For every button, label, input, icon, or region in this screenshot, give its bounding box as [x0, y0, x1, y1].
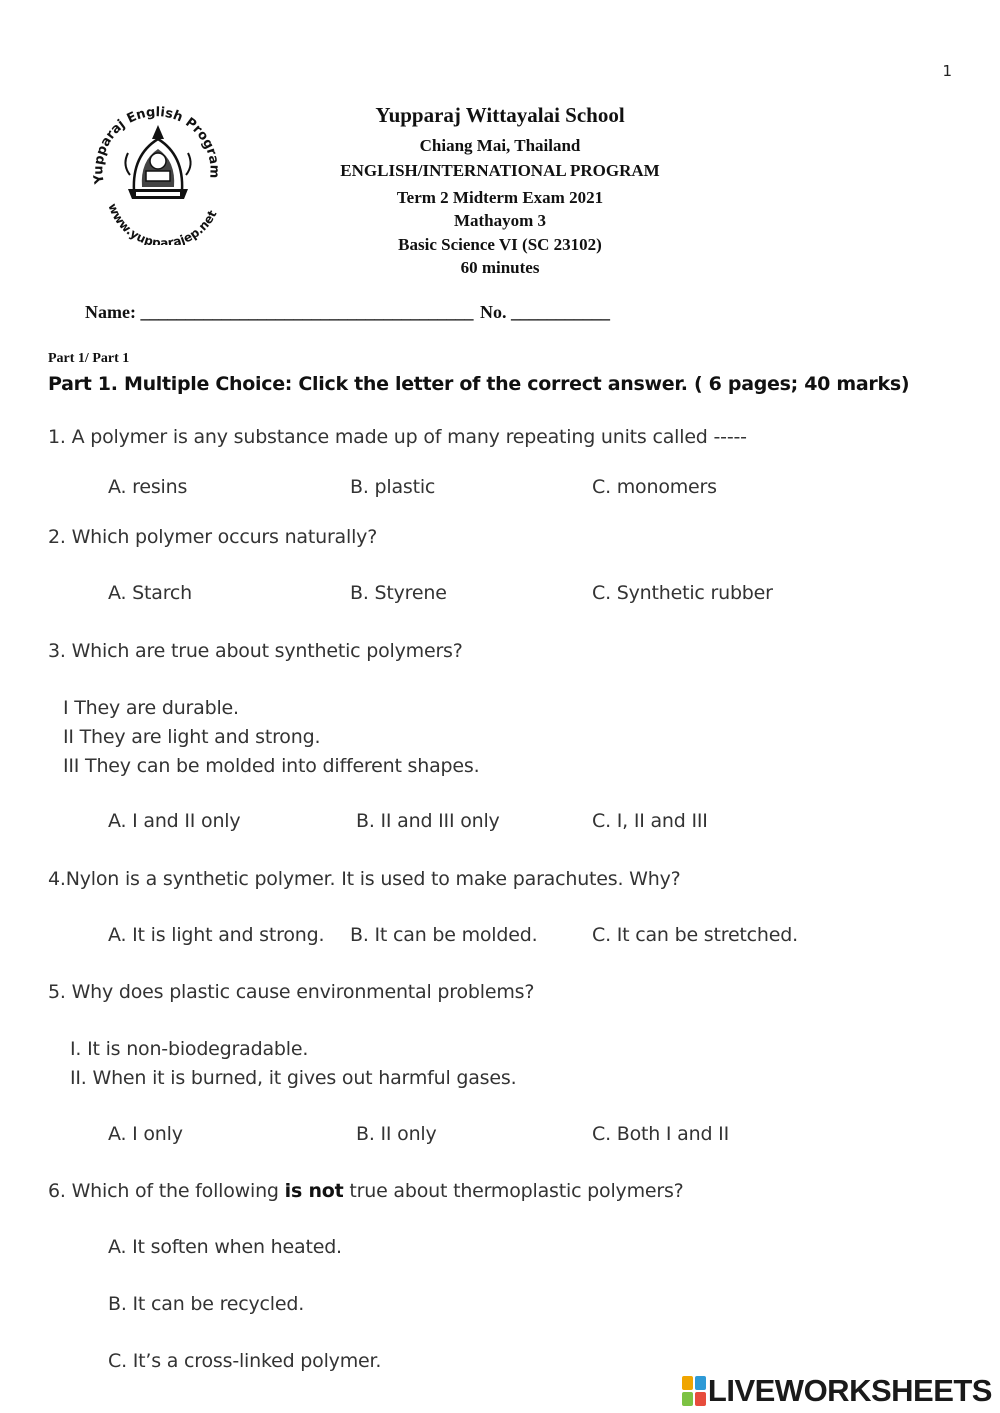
q4-option-b[interactable]: B. It can be molded.	[350, 924, 538, 946]
q6-option-a[interactable]: A. It soften when heated.	[108, 1236, 342, 1258]
school-emblem-icon	[125, 125, 190, 199]
exam-title: Term 2 Midterm Exam 2021	[396, 188, 604, 207]
q6-text-after: true about thermoplastic polymers?	[343, 1180, 684, 1202]
q6-text-emphasis: is not	[284, 1180, 344, 1202]
question-2: 2. Which polymer occurs naturally?	[48, 526, 378, 548]
q4-option-c[interactable]: C. It can be stretched.	[592, 924, 798, 946]
svg-text:www.yupparajep.net	[105, 201, 219, 245]
exam-duration: 60 minutes	[460, 258, 540, 277]
q4-option-a[interactable]: A. It is light and strong.	[108, 924, 325, 946]
grade-level: Mathayom 3	[453, 211, 547, 230]
q3-option-a[interactable]: A. I and II only	[108, 810, 241, 832]
subject-title: Basic Science VI (SC 23102)	[398, 235, 602, 254]
logo-url-text: www.yupparajep.net	[105, 201, 220, 245]
q2-option-c[interactable]: C. Synthetic rubber	[592, 582, 773, 604]
liveworksheets-wordmark: LIVEWORKSHEETS	[707, 1373, 992, 1408]
school-logo	[82, 95, 232, 245]
number-label: No.	[479, 302, 511, 322]
part-title: Part 1. Multiple Choice: Click the letter of the correct answer. ( 6 pages; 40 marks)	[48, 373, 910, 395]
q1-option-a[interactable]: A. resins	[108, 476, 188, 498]
q6-option-c[interactable]: C. It’s a cross-linked polymer.	[108, 1350, 382, 1372]
liveworksheets-logo-icon	[682, 1376, 706, 1406]
name-label: Name:	[85, 302, 141, 322]
q5-option-a[interactable]: A. I only	[108, 1123, 183, 1145]
q5-statement-1: I. It is non-biodegradable.	[70, 1038, 309, 1060]
q1-option-c[interactable]: C. monomers	[592, 476, 717, 498]
school-name: Yupparaj Wittayalai School	[375, 103, 625, 127]
q1-option-b[interactable]: B. plastic	[350, 476, 436, 498]
q6-text-before: 6. Which of the following	[48, 1180, 285, 1202]
number-blank[interactable]: ___________	[510, 302, 610, 322]
name-blank[interactable]: _____________________________________	[140, 302, 474, 322]
question-3: 3. Which are true about synthetic polymers?	[48, 640, 463, 662]
question-1: 1. A polymer is any substance made up of many repeating units called -----	[48, 426, 747, 448]
q3-statement-2: II They are light and strong.	[63, 726, 321, 748]
question-5: 5. Why does plastic cause environmental problems?	[48, 981, 535, 1003]
school-city: Chiang Mai, Thailand	[419, 136, 581, 155]
q2-option-a[interactable]: A. Starch	[108, 582, 192, 604]
q3-option-b[interactable]: B. II and III only	[356, 810, 500, 832]
page-number: 1	[942, 62, 952, 80]
logo-ring-text: Yupparaj English Program	[91, 104, 222, 185]
q3-statement-1: I They are durable.	[63, 697, 239, 719]
q5-statement-2: II. When it is burned, it gives out harmful gases.	[70, 1067, 517, 1089]
question-4: 4.Nylon is a synthetic polymer. It is used to make parachutes. Why?	[48, 868, 681, 890]
liveworksheets-brand	[682, 1372, 992, 1410]
q3-statement-3: III They can be molded into different shapes.	[63, 755, 480, 777]
program-name: ENGLISH/INTERNATIONAL PROGRAM	[340, 161, 660, 180]
q2-option-b[interactable]: B. Styrene	[350, 582, 447, 604]
q5-option-c[interactable]: C. Both I and II	[592, 1123, 729, 1145]
student-info-line	[85, 302, 610, 323]
q3-option-c[interactable]: C. I, II and III	[592, 810, 708, 832]
q6-option-b[interactable]: B. It can be recycled.	[108, 1293, 305, 1315]
question-6	[48, 1180, 684, 1202]
part-subtitle: Part 1/ Part 1	[48, 351, 130, 366]
q5-option-b[interactable]: B. II only	[356, 1123, 437, 1145]
